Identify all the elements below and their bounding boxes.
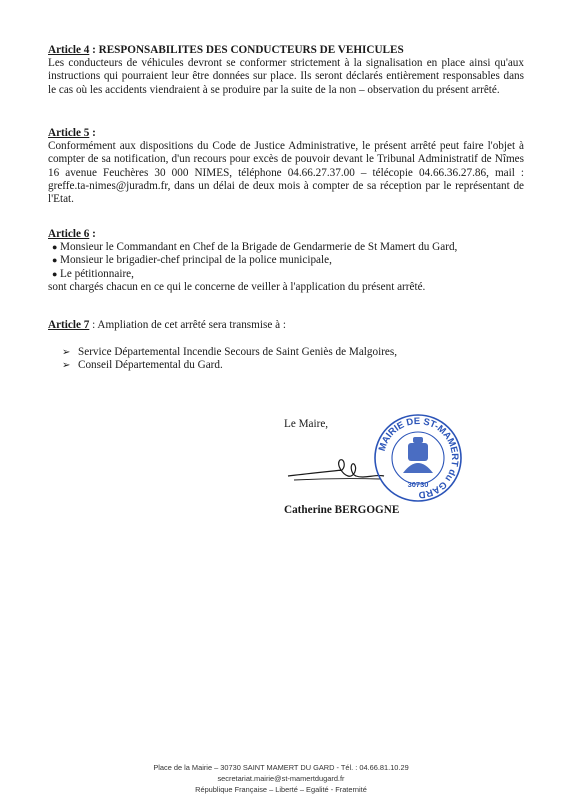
footer-email: secretariat.mairie@st-mamertdugard.fr xyxy=(217,774,345,783)
article-6-heading xyxy=(48,228,524,241)
bullet-icon: ● xyxy=(52,242,58,253)
article-6-list xyxy=(48,241,524,281)
article-5-label: Article 5 xyxy=(48,127,90,139)
article-4-heading xyxy=(48,44,524,57)
article-5-text: Conformément aux dispositions du Code de Justice Administrative, le présent arrêté peut faire l'objet à compter de sa notification, d'un recours pour excès de pouvoir devant le Tribunal Administratif de Nîmes 16 avenue Feuchères 30 000 NIMES, téléphone 04.66.27.37.00 – télécopie 04.66.36.27.86, mail : greffe.ta-nimes@juradm.fr, dans un délai de deux mois à compter de sa réception par le représentant de l'Etat. xyxy=(48,140,524,206)
list-item: ● Le pétitionnaire, xyxy=(52,267,134,280)
article-6-label: Article 6 xyxy=(48,228,90,240)
signature-role: Le Maire, xyxy=(284,418,329,430)
footer-address: Place de la Mairie – 30730 SAINT MAMERT DU GARD - Tél. : 04.66.81.10.29 xyxy=(153,763,409,772)
list-item: ● Monsieur le Commandant en Chef de la Brigade de Gendarmerie de St Mamert du Gard, xyxy=(52,241,458,254)
article-6-closing: sont chargés chacun en ce qui le concerne de veiller à l'application du présent arrêté. xyxy=(48,280,426,293)
bullet-icon: ● xyxy=(52,255,58,266)
article-6-sep: : xyxy=(89,228,96,240)
footer-motto: République Française – Liberté – Egalité - Fraternité xyxy=(195,785,367,794)
article-5 xyxy=(48,127,524,206)
article-7-heading xyxy=(48,319,524,332)
mayor-stamp xyxy=(373,413,463,503)
article-5-sep: : xyxy=(89,127,96,139)
article-4-title: RESPONSABILITES DES CONDUCTEURS DE VEHICULES xyxy=(98,44,404,56)
stamp-text: MAIRIE DE ST-MAMERT du GARD xyxy=(376,415,461,501)
article-5-heading xyxy=(48,127,524,140)
article-4 xyxy=(48,44,524,97)
article-4-label: Article 4 xyxy=(48,44,90,56)
arrow-right-icon: ➢ xyxy=(62,360,71,372)
signer-name: Catherine BERGOGNE xyxy=(284,504,400,516)
arrow-right-icon: ➢ xyxy=(62,347,71,359)
list-item: ➢ Conseil Départemental du Gard. xyxy=(62,359,223,372)
article-4-text: Les conducteurs de véhicules devront se conformer strictement à la signalisation en place ainsi qu'aux instructions qui pourraient leur être données sur place. Ils seront déclarés entièrement responsables dans le cas où les accidents viendraient à se produire par la suite de la non – observation du présent arrêté. xyxy=(48,57,524,96)
bullet-icon: ● xyxy=(52,268,58,279)
article-7-text: : Ampliation de cet arrêté sera transmise à : xyxy=(89,319,286,331)
article-7-list xyxy=(62,346,524,372)
article-7-label: Article 7 xyxy=(48,319,90,331)
article-4-sep: : xyxy=(89,44,99,56)
article-6 xyxy=(48,228,524,294)
list-item: ➢ Service Départemental Incendie Secours de Saint Geniès de Malgoires, xyxy=(62,346,398,359)
list-item: ● Monsieur le brigadier-chef principal de la police municipale, xyxy=(52,254,332,267)
stamp-code: 30730 xyxy=(407,480,429,489)
article-7 xyxy=(48,319,524,373)
